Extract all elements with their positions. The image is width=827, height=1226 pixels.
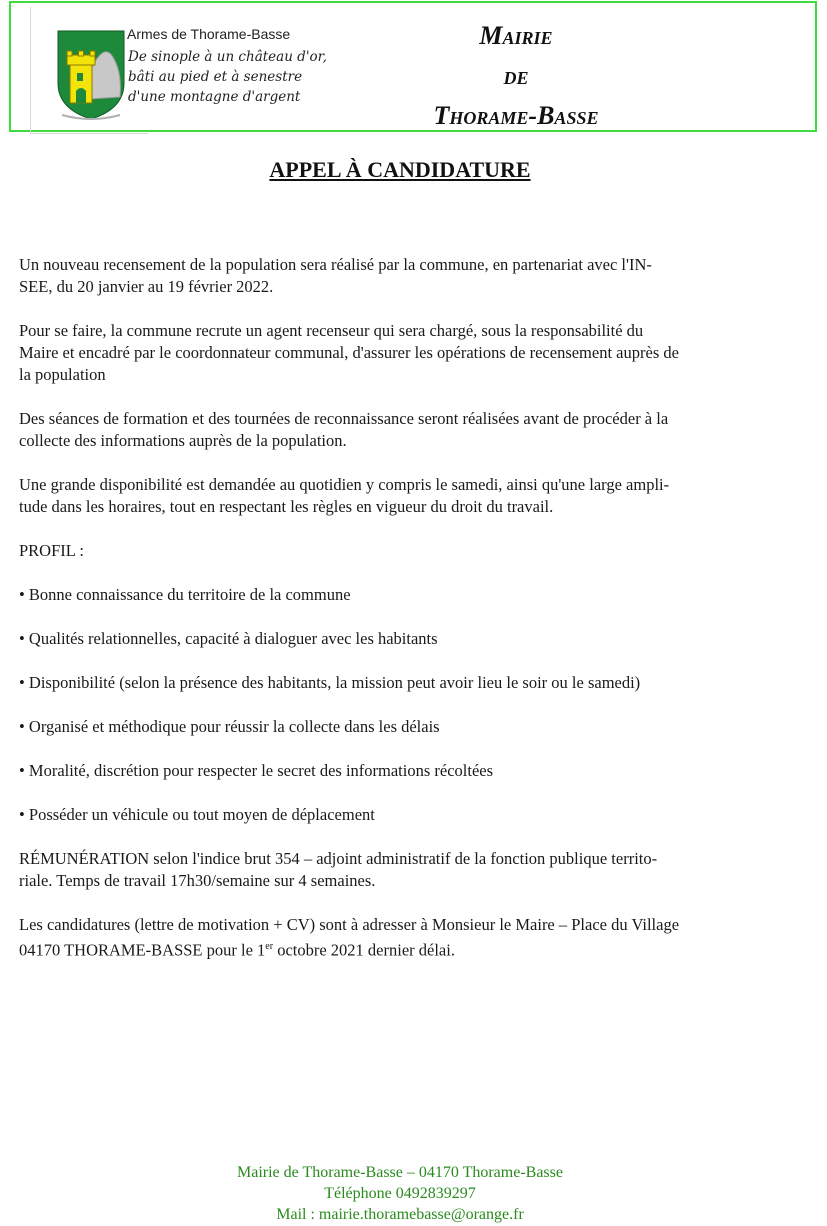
paragraph-availability (19, 474, 789, 518)
paragraph-remuneration (19, 848, 789, 892)
arms-title: Armes de Thorame-Basse (127, 26, 291, 42)
text-line: octobre 2021 dernier délai. (273, 940, 455, 960)
arms-desc-line: bâti au pied et à senestre (128, 69, 303, 85)
profile-bullet: • Qualités relationnelles, capacité à dialoguer avec les habitants (19, 629, 438, 648)
profile-bullet: • Posséder un véhicule ou tout moyen de déplacement (19, 805, 375, 824)
text-line: tude dans les horaires, tout en respectant les règles en vigueur du droit du travail. (19, 497, 554, 516)
text-line: RÉMUNÉRATION selon l'indice brut 354 – adjoint administratif de la fonction publique territo- (19, 849, 658, 868)
footer-address: Mairie de Thorame-Basse – 04170 Thorame-Basse (237, 1164, 563, 1181)
profile-bullet: • Bonne connaissance du territoire de la commune (19, 585, 351, 604)
footer-contact (0, 1162, 800, 1225)
arms-desc-line: De sinople à un château d'or, (128, 49, 327, 65)
paragraph-intro (19, 254, 789, 298)
coat-of-arms-shield-icon (56, 29, 126, 121)
paragraph-training (19, 408, 789, 452)
letterhead (9, 1, 817, 132)
footer-email: Mail : mairie.thoramebasse@orange.fr (276, 1206, 524, 1223)
announcement-body (19, 254, 789, 962)
mairie-line: de (503, 61, 529, 90)
text-line: collecte des informations auprès de la population. (19, 431, 347, 450)
text-line: Pour se faire, la commune recrute un agent recenseur qui sera chargé, sous la responsabilité du (19, 321, 644, 340)
text-line: Une grande disponibilité est demandée au quotidien y compris le samedi, ainsi qu'une large ampli- (19, 475, 670, 494)
profile-bullet: • Moralité, discrétion pour respecter le secret des informations récoltées (19, 761, 494, 780)
text-line: Des séances de formation et des tournées de reconnaissance seront réalisées avant de procéder à la (19, 409, 669, 428)
profile-heading: PROFIL : (19, 541, 84, 560)
arms-description (128, 47, 327, 107)
mairie-line: Thorame-Basse (433, 101, 599, 130)
paragraph-candidatures (19, 914, 789, 962)
mairie-heading (381, 16, 651, 136)
footer-phone: Téléphone 0492839297 (324, 1185, 476, 1202)
ordinal-suffix: er (265, 941, 274, 952)
text-line: Les candidatures (lettre de motivation + CV) sont à adresser à Monsieur le Maire – Place du Village (19, 915, 680, 934)
paragraph-recruitment (19, 320, 789, 386)
profile-bullet: • Disponibilité (selon la présence des habitants, la mission peut avoir lieu le soir ou le samedi) (19, 673, 641, 692)
text-line: SEE, du 20 janvier au 19 février 2022. (19, 277, 274, 296)
text-line: Maire et encadré par le coordonnateur communal, d'assurer les opérations de recensement auprès de (19, 343, 679, 362)
page-title: APPEL À CANDIDATURE (269, 157, 531, 182)
arms-desc-line: d'une montagne d'argent (128, 89, 301, 105)
text-line: la population (19, 365, 106, 384)
mairie-line: Mairie (479, 21, 553, 50)
text-line: riale. Temps de travail 17h30/semaine sur 4 semaines. (19, 871, 376, 890)
text-line: 04170 THORAME-BASSE pour le 1 (19, 940, 266, 960)
text-line: Un nouveau recensement de la population sera réalisé par la commune, en partenariat avec l'IN- (19, 255, 652, 274)
profile-bullet: • Organisé et méthodique pour réussir la collecte dans les délais (19, 717, 440, 736)
